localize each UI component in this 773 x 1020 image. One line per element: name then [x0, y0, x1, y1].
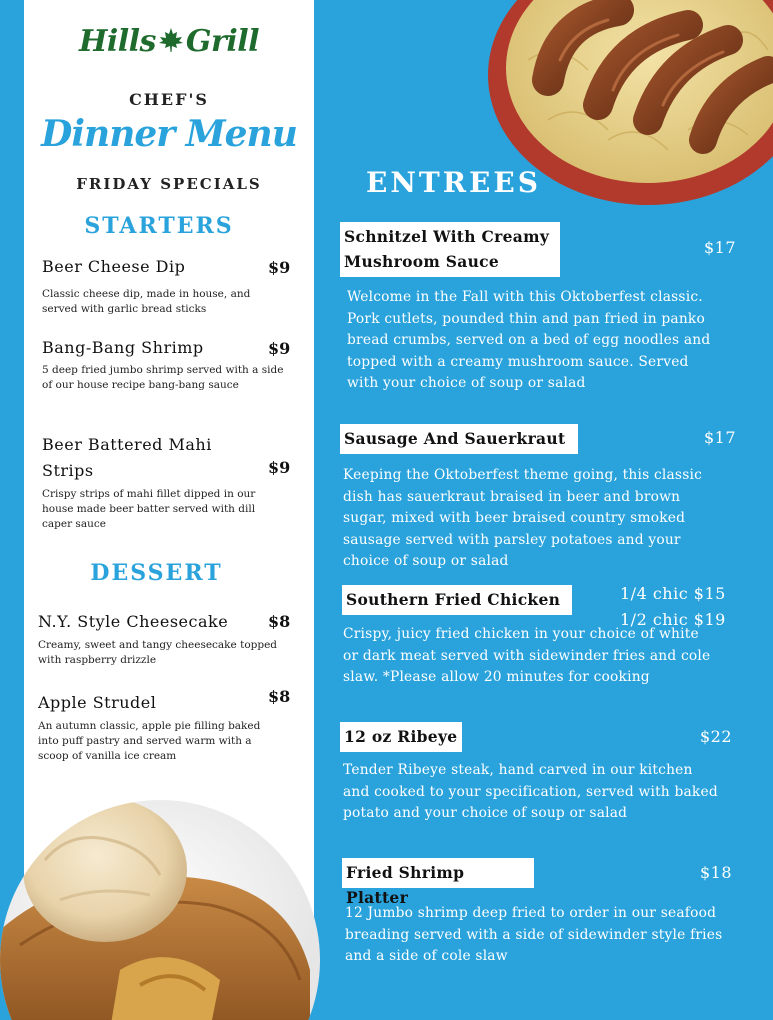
- entree-name: Schnitzel With Creamy Mushroom Sauce: [340, 222, 560, 277]
- starter-price: $9: [268, 339, 291, 358]
- dessert-name: Apple Strudel: [38, 693, 157, 712]
- logo-word-hills: Hills: [78, 24, 156, 59]
- dessert-price: $8: [268, 612, 291, 631]
- entree-name: Fried Shrimp Platter: [342, 858, 534, 888]
- apple-strudel-photo: [0, 770, 320, 1020]
- restaurant-logo: [24, 24, 314, 61]
- starter-description: Classic cheese dip, made in house, and served with garlic bread sticks: [42, 288, 251, 315]
- entree-description: Welcome in the Fall with this Oktoberfest classic. Pork cutlets, pounded thin and pan fried in panko bread crumbs, served on a bed of egg noodles and topped with a creamy mushroom sauce. Served with your choice of soup or salad: [347, 289, 711, 392]
- entree-price: $17: [704, 238, 737, 257]
- entree-description: Keeping the Oktoberfest theme going, this classic dish has sauerkraut braised in beer and brown sugar, mixed with beer braised country smoked sausage served with parsley potatoes and your choice of soup or salad: [343, 467, 703, 570]
- entree-price: $22: [700, 727, 733, 746]
- dessert-name: N.Y. Style Cheesecake: [38, 612, 229, 631]
- entree-price-quarter: 1/4 chic $15: [620, 584, 726, 603]
- entree-name: Southern Fried Chicken: [342, 585, 572, 615]
- starter-price: $9: [268, 258, 291, 277]
- entree-name: Sausage And Sauerkraut: [340, 424, 578, 454]
- starter-description: Crispy strips of mahi fillet dipped in our house made beer batter served with dill caper sauce: [42, 488, 256, 530]
- dessert-description: An autumn classic, apple pie filling baked into puff pastry and served warm with a scoop of vanilla ice cream: [38, 720, 261, 762]
- entree-description: Crispy, juicy fried chicken in your choice of white or dark meat served with sidewinder fries and cole slaw. *Please allow 20 minutes for cooking: [343, 626, 711, 686]
- logo-word-grill: Grill: [185, 24, 260, 59]
- entree-description: 12 Jumbo shrimp deep fried to order in our seafood breading served with a side of sidewinder style fries and a side of cole slaw: [345, 905, 723, 965]
- menu-title: Dinner Menu: [41, 113, 297, 155]
- starter-description: 5 deep fried jumbo shrimp served with a side of our house recipe bang-bang sauce: [42, 364, 284, 391]
- entree-price: $17: [704, 428, 737, 447]
- entree-name: 12 oz Ribeye: [340, 722, 462, 752]
- entree-price: $18: [700, 863, 733, 882]
- menu-subtitle: FRIDAY SPECIALS: [76, 175, 262, 193]
- chefs-label: CHEF'S: [129, 90, 209, 109]
- maple-leaf-icon: [158, 26, 184, 61]
- starter-name: Bang-Bang Shrimp: [42, 338, 204, 357]
- entrees-heading: ENTREES: [366, 166, 541, 199]
- dessert-price: $8: [268, 687, 291, 706]
- starter-name: Beer Battered Mahi Strips: [42, 435, 212, 480]
- dessert-description: Creamy, sweet and tangy cheesecake topped with raspberry drizzle: [38, 639, 278, 666]
- entree-price-half: 1/2 chic $19: [620, 610, 726, 629]
- starter-name: Beer Cheese Dip: [42, 257, 186, 276]
- starter-price: $9: [268, 458, 291, 477]
- starters-heading: STARTERS: [84, 213, 234, 239]
- entree-description: Tender Ribeye steak, hand carved in our kitchen and cooked to your specification, served with baked potato and your choice of soup or salad: [343, 762, 718, 822]
- dessert-heading: DESSERT: [90, 560, 223, 586]
